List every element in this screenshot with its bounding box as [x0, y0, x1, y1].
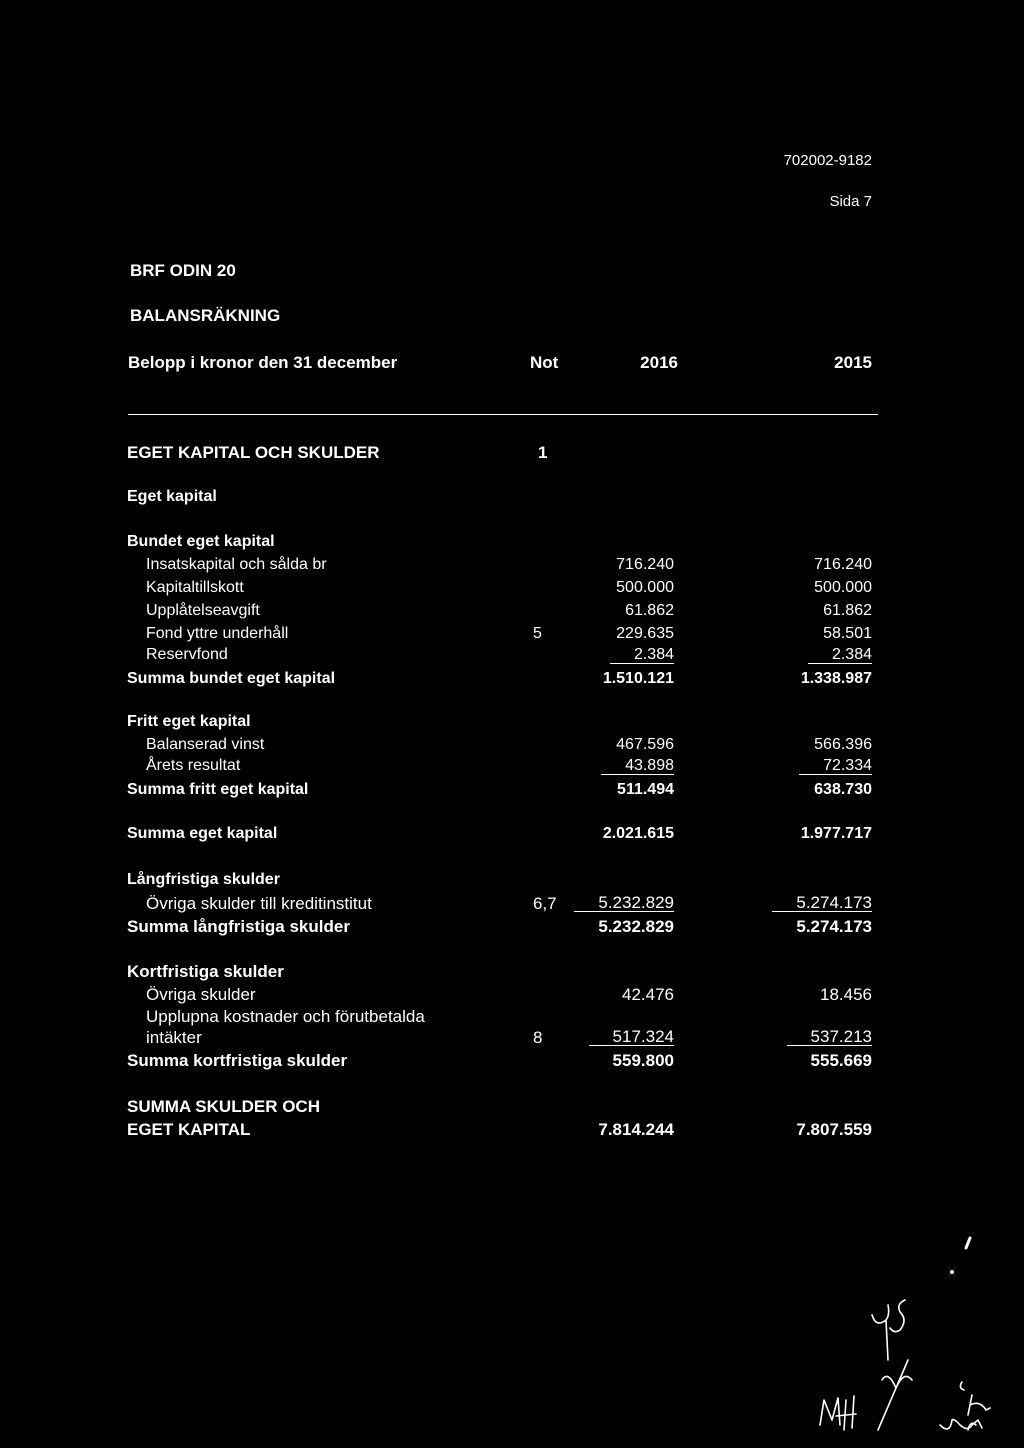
row-note: 1	[538, 443, 548, 462]
row-label: Upplåtelseavgift	[146, 602, 260, 619]
value-2015: 58.501	[823, 625, 872, 642]
value-2016: 716.240	[616, 556, 674, 573]
row-total-eget-kapital	[0, 1120, 1024, 1142]
column-year-2015: 2015	[834, 353, 872, 372]
value-2016: 61.862	[625, 602, 674, 619]
value-2015: 7.807.559	[796, 1120, 872, 1139]
value-2015: 638.730	[814, 781, 872, 798]
column-year-2016: 2016	[640, 353, 678, 372]
subsection-bundet	[0, 533, 1024, 555]
row-label: Fritt eget kapital	[127, 713, 251, 730]
value-2015: 5.274.173	[772, 894, 872, 912]
row-upplupna-kostnader	[0, 1007, 1024, 1029]
value-2016: 229.635	[616, 625, 674, 642]
row-ovriga-kreditinstitut	[0, 894, 1024, 916]
row-label: EGET KAPITAL OCH SKULDER	[127, 443, 380, 462]
value-2016: 2.384	[610, 646, 674, 664]
value-2016: 2.021.615	[602, 825, 674, 842]
row-label: intäkter	[146, 1028, 202, 1047]
row-fond-yttre-underhall	[0, 625, 1024, 647]
ink-dot	[951, 1271, 953, 1273]
initial-mh-stroke	[820, 1396, 856, 1430]
row-label: Bundet eget kapital	[127, 533, 275, 550]
value-2016: 5.232.829	[574, 894, 674, 912]
value-2015: 72.334	[799, 757, 872, 775]
column-note: Not	[530, 353, 559, 372]
ink-mark	[966, 1238, 970, 1248]
row-label: Övriga skulder	[146, 985, 256, 1004]
subsection-fritt	[0, 713, 1024, 735]
row-label: Summa långfristiga skulder	[127, 917, 350, 936]
row-label: Balanserad vinst	[146, 736, 265, 753]
value-2016: 467.596	[616, 736, 674, 753]
report-title: BALANSRÄKNING	[130, 306, 281, 325]
row-label: EGET KAPITAL	[127, 1120, 251, 1139]
row-reservfond	[0, 646, 1024, 668]
row-label: Summa fritt eget kapital	[127, 781, 309, 798]
row-ovriga-skulder	[0, 985, 1024, 1007]
value-2015: 1.338.987	[800, 670, 872, 687]
row-label: SUMMA SKULDER OCH	[127, 1097, 320, 1116]
section-heading-eget-kapital	[0, 488, 1024, 510]
value-2016: 43.898	[601, 757, 674, 775]
row-summa-fritt	[0, 781, 1024, 803]
row-label: Fond yttre underhåll	[146, 625, 289, 642]
row-label: Summa bundet eget kapital	[127, 670, 336, 687]
company-name: BRF ODIN 20	[130, 261, 236, 280]
row-label: Övriga skulder till kreditinstitut	[146, 894, 372, 913]
value-2016: 500.000	[616, 579, 674, 596]
value-2015: 500.000	[814, 579, 872, 596]
header-divider	[128, 414, 878, 415]
subsection-langfristiga	[0, 871, 1024, 893]
value-2015: 5.274.173	[796, 917, 872, 936]
row-summa-eget-kapital	[0, 825, 1024, 847]
value-2015: 61.862	[823, 602, 872, 619]
value-2016: 1.510.121	[602, 670, 674, 687]
signature-initials	[800, 1220, 1000, 1440]
section-heading-equity-liabilities	[0, 443, 1024, 465]
org-number: 702002-9182	[783, 152, 872, 169]
row-intakter	[0, 1028, 1024, 1050]
row-note: 8	[533, 1028, 543, 1047]
row-summa-bundet	[0, 670, 1024, 692]
initial-y-stroke	[872, 1305, 889, 1360]
value-2015: 2.384	[808, 646, 872, 664]
page-number: Sida 7	[829, 193, 872, 210]
row-insatskapital	[0, 556, 1024, 578]
value-2016: 511.494	[617, 781, 674, 798]
row-label: Långfristiga skulder	[127, 871, 280, 888]
row-balanserad-vinst	[0, 736, 1024, 758]
column-label: Belopp i kronor den 31 december	[128, 353, 398, 372]
row-label: Upplupna kostnader och förutbetalda	[146, 1007, 425, 1026]
value-2015: 18.456	[820, 985, 872, 1004]
row-label: Kortfristiga skulder	[127, 962, 284, 981]
value-2015: 537.213	[787, 1028, 872, 1046]
row-arets-resultat	[0, 757, 1024, 779]
value-2016: 517.324	[589, 1028, 674, 1046]
row-label: Insatskapital och sålda br	[146, 556, 327, 573]
row-note: 5	[533, 625, 542, 642]
subsection-kortfristiga	[0, 962, 1024, 984]
row-total-heading	[0, 1097, 1024, 1119]
value-2016: 7.814.244	[598, 1120, 674, 1139]
value-2015: 566.396	[814, 736, 872, 753]
row-label: Årets resultat	[146, 757, 241, 774]
value-2016: 559.800	[612, 1051, 674, 1070]
value-2015: 716.240	[814, 556, 872, 573]
row-summa-kortfristiga	[0, 1051, 1024, 1073]
ink-mark	[960, 1382, 964, 1390]
row-label: Reservfond	[146, 646, 228, 663]
value-2016: 42.476	[622, 985, 674, 1004]
row-note: 6,7	[533, 894, 557, 913]
value-2015: 1.977.717	[800, 825, 872, 842]
row-label: Summa kortfristiga skulder	[127, 1051, 348, 1070]
row-kapitaltillskott	[0, 579, 1024, 601]
row-label: Kapitaltillskott	[146, 579, 244, 596]
row-summa-langfristiga	[0, 917, 1024, 939]
row-label: Eget kapital	[127, 488, 217, 505]
initial-s-stroke	[890, 1300, 905, 1332]
value-2016: 5.232.829	[598, 917, 674, 936]
row-label: Summa eget kapital	[127, 825, 278, 842]
initial-large-stroke	[878, 1360, 912, 1430]
initial-stroke	[968, 1395, 990, 1415]
row-upplatelseavgift	[0, 602, 1024, 624]
value-2015: 555.669	[810, 1051, 872, 1070]
